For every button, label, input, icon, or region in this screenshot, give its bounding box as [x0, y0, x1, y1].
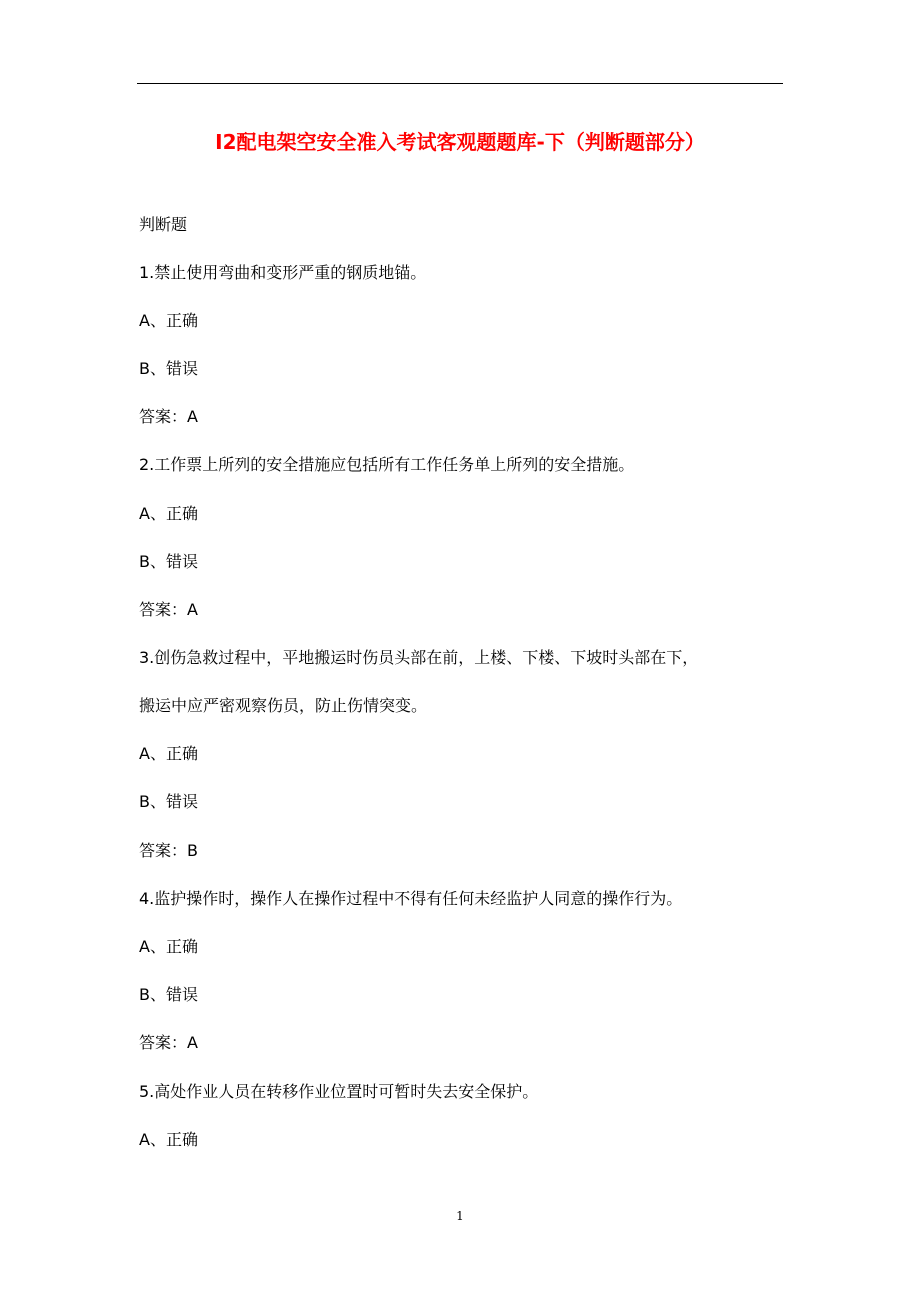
page-number: 1 [456, 1209, 464, 1223]
document-title: I2配电架空安全准入考试客观题题库-下（判断题部分） [215, 130, 705, 154]
question-4-text: 4.监护操作时，操作人在操作过程中不得有任何未经监护人同意的操作行为。 [139, 889, 683, 908]
question-4-answer: 答案：A [139, 1033, 198, 1052]
question-3-option-b: B、错误 [139, 792, 198, 811]
question-5-option-a: A、正确 [139, 1130, 198, 1149]
question-2-option-b: B、错误 [139, 552, 198, 571]
question-4-option-a: A、正确 [139, 937, 198, 956]
question-3-answer: 答案：B [139, 841, 198, 860]
question-4-option-b: B、错误 [139, 985, 198, 1004]
question-1-answer: 答案：A [139, 407, 198, 426]
question-3-text-line-2: 搬运中应严密观察伤员，防止伤情突变。 [139, 696, 428, 715]
question-1-text: 1.禁止使用弯曲和变形严重的钢质地锚。 [139, 263, 427, 282]
question-2-answer: 答案：A [139, 600, 198, 619]
question-2-text: 2.工作票上所列的安全措施应包括所有工作任务单上所列的安全措施。 [139, 455, 635, 474]
header-rule [137, 83, 783, 84]
question-3-text-line-1: 3.创伤急救过程中，平地搬运时伤员头部在前，上楼、下楼、下坡时头部在下， [139, 648, 699, 667]
question-1-option-a: A、正确 [139, 311, 198, 330]
question-1-option-b: B、错误 [139, 359, 198, 378]
section-heading: 判断题 [139, 215, 188, 234]
question-5-text: 5.高处作业人员在转移作业位置时可暂时失去安全保护。 [139, 1082, 539, 1101]
question-3-option-a: A、正确 [139, 744, 198, 763]
question-2-option-a: A、正确 [139, 504, 198, 523]
